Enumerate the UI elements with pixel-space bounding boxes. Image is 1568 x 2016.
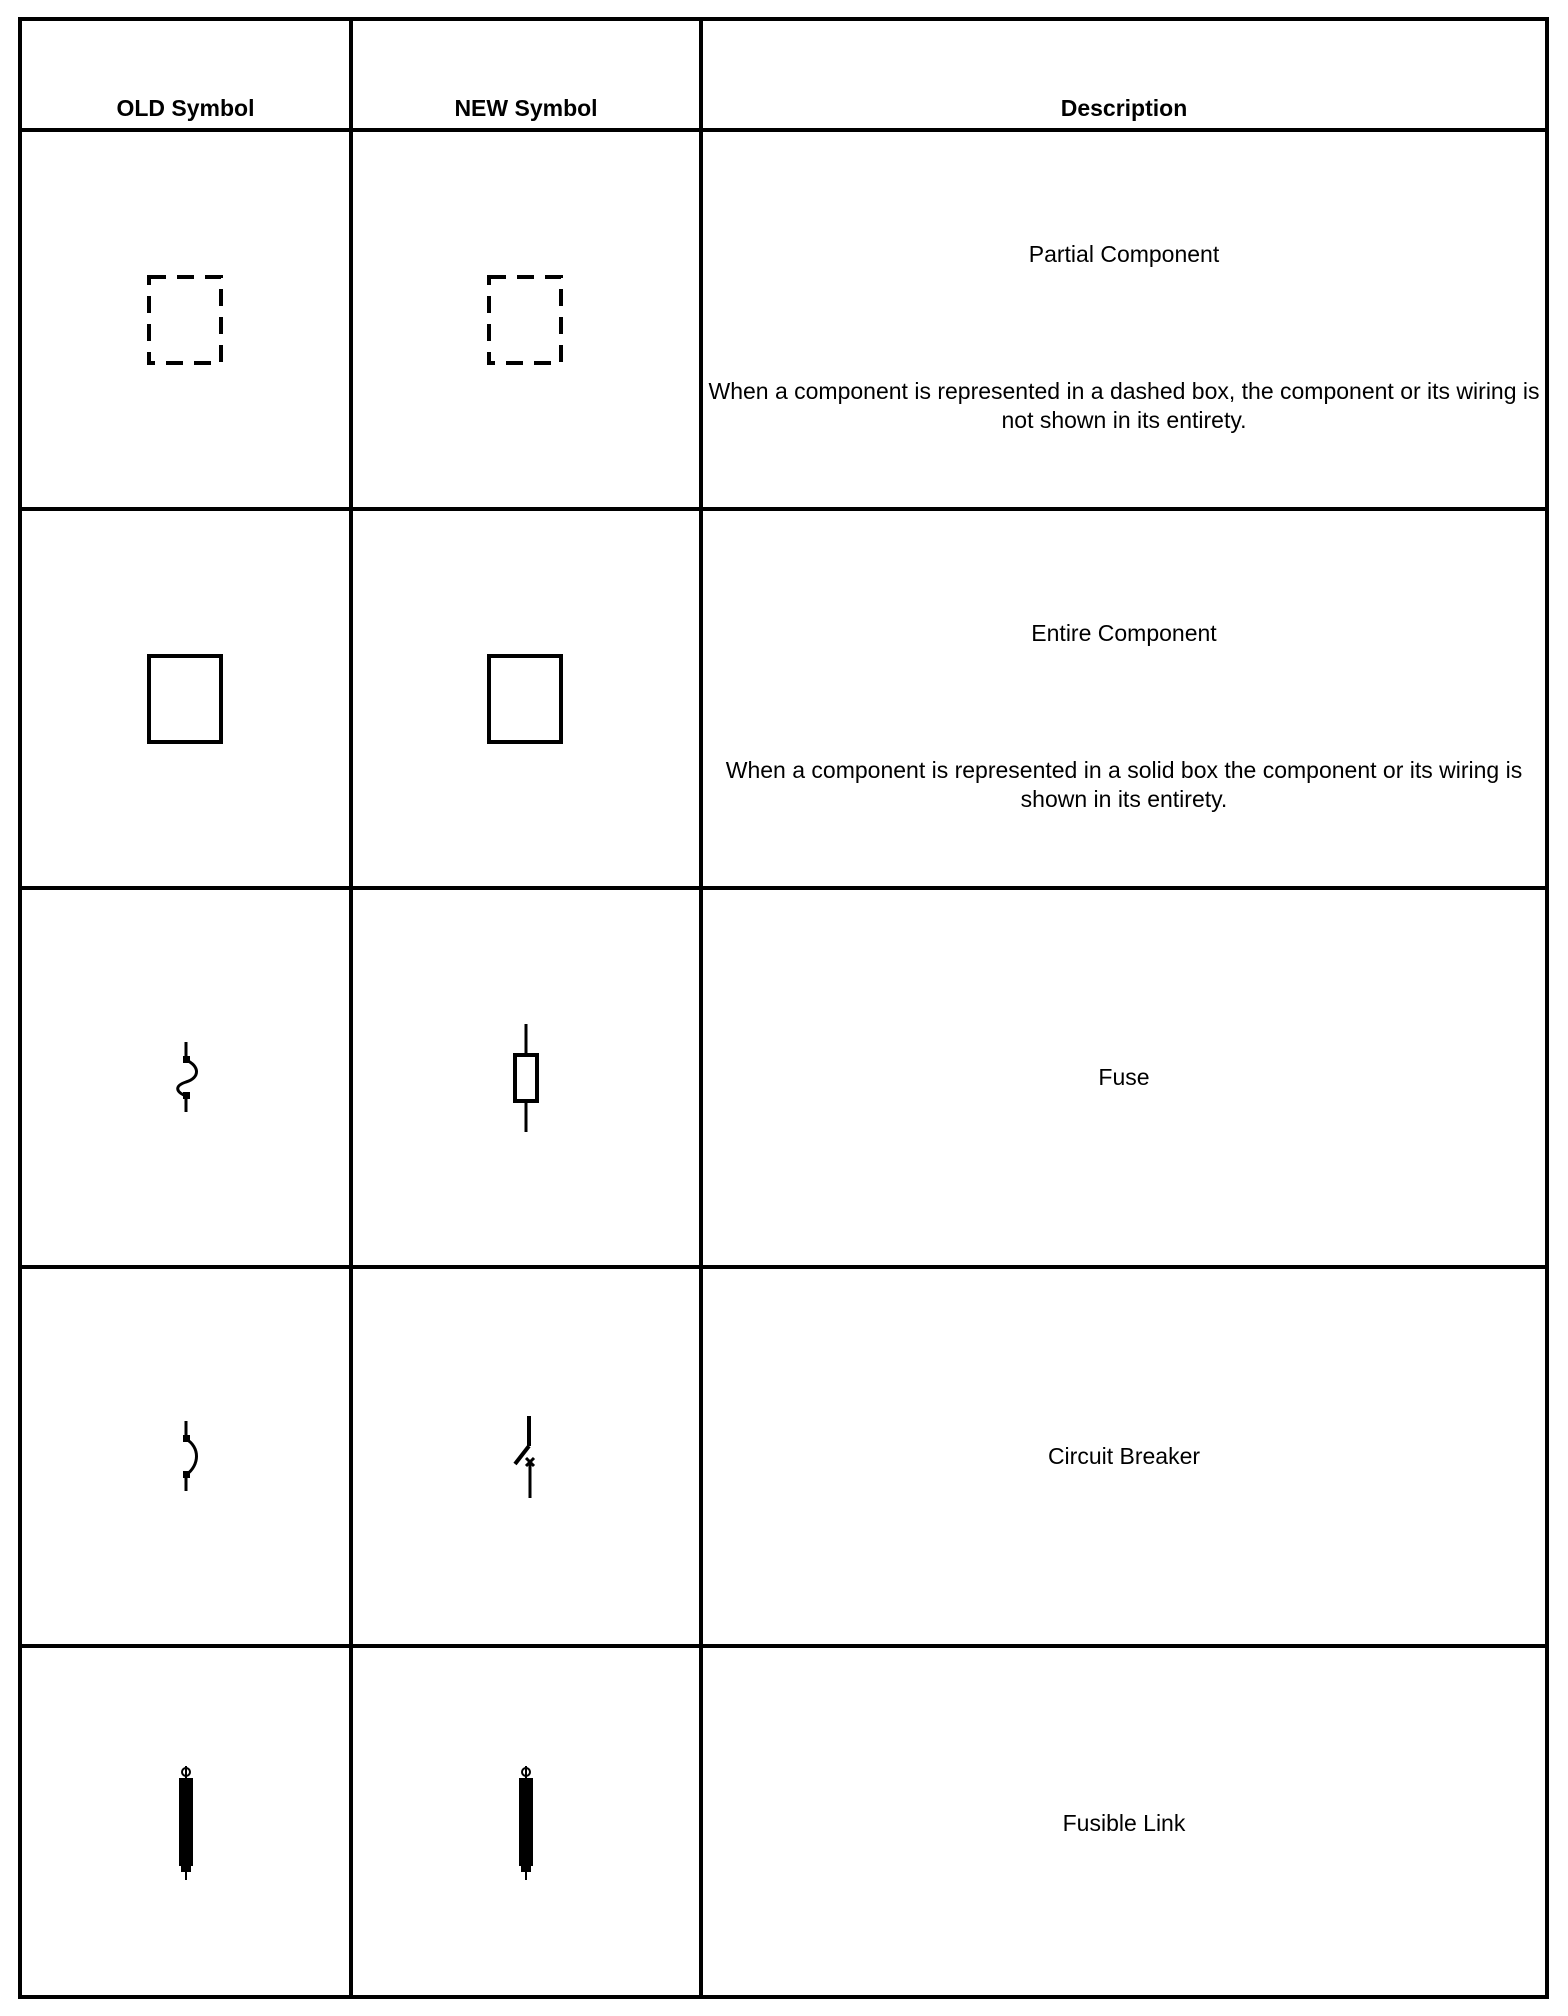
circuit-breaker-old-icon bbox=[166, 1417, 206, 1497]
fusible-link-icon bbox=[506, 1764, 546, 1884]
circuit-breaker-icon bbox=[506, 1412, 546, 1502]
dashed-box-icon bbox=[486, 274, 566, 366]
table-row-fuse-description bbox=[703, 890, 1545, 1265]
description-detail: When a component is represented in a solid box the component or its wiring is shown in its entirety. bbox=[725, 757, 1523, 812]
fuse-old-icon bbox=[166, 1038, 206, 1118]
description-title: Fusible Link bbox=[1062, 1810, 1186, 1836]
solid-box-icon bbox=[146, 653, 226, 745]
table-row-fuse-old-cell bbox=[22, 890, 349, 1265]
table-row-partial-component-old-cell bbox=[22, 132, 349, 507]
fusible-link-icon bbox=[166, 1764, 206, 1884]
table-row-fuse-new-cell bbox=[353, 890, 699, 1265]
table-row-partial-component-description bbox=[703, 132, 1545, 507]
description-title: Circuit Breaker bbox=[1047, 1443, 1201, 1469]
solid-box-icon bbox=[486, 653, 566, 745]
description-detail: When a component is represented in a dashed box, the component or its wiring is not shown in its entirety. bbox=[708, 378, 1540, 433]
description-title: Partial Component bbox=[1028, 241, 1220, 267]
table-row-fusible-link-description bbox=[703, 1648, 1545, 1999]
table-row-entire-component-description bbox=[703, 511, 1545, 886]
fuse-icon bbox=[506, 1022, 546, 1134]
table-row-partial-component-new-cell bbox=[353, 132, 699, 507]
description-title: Entire Component bbox=[1031, 620, 1217, 646]
symbol-legend-table bbox=[18, 17, 1549, 1999]
header-description: Description bbox=[1060, 95, 1188, 121]
table-row-entire-component-old-cell bbox=[22, 511, 349, 886]
description-title: Fuse bbox=[1098, 1064, 1150, 1090]
table-row-fusible-link-old-cell bbox=[22, 1648, 349, 1999]
table-row-entire-component-new-cell bbox=[353, 511, 699, 886]
table-row-circuit-breaker-old-cell bbox=[22, 1269, 349, 1644]
dashed-box-icon bbox=[146, 274, 226, 366]
table-row-fusible-link-new-cell bbox=[353, 1648, 699, 1999]
header-new-symbol: NEW Symbol bbox=[454, 95, 598, 121]
header-old-symbol: OLD Symbol bbox=[116, 95, 255, 121]
table-row-circuit-breaker-description bbox=[703, 1269, 1545, 1644]
table-row-circuit-breaker-new-cell bbox=[353, 1269, 699, 1644]
